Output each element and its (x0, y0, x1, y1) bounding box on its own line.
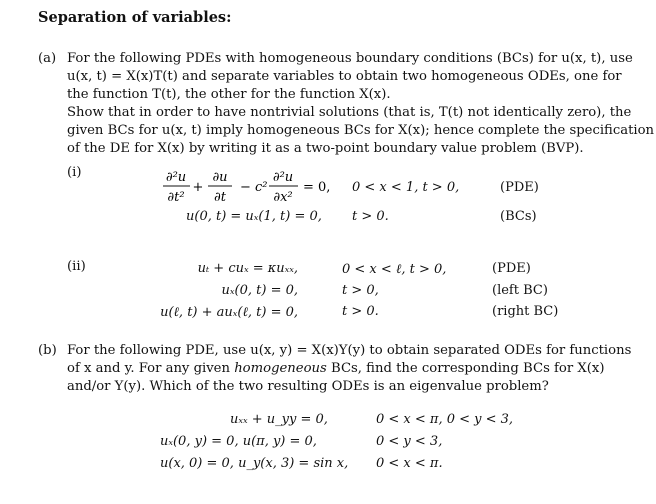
pde-i-domain: 0 < x < 1, t > 0, (352, 180, 460, 195)
pde-ii-tag: (PDE) (492, 261, 531, 276)
bc-i-domain: t > 0. (352, 209, 389, 224)
pde-i-rhs: = 0, (303, 180, 331, 195)
frac1-numerator: ∂²u (165, 170, 187, 185)
frac3-numerator: ∂²u (272, 170, 294, 185)
pde-ii-equation: uₜ + cuₓ = κuₓₓ, (197, 261, 298, 276)
part-a-line-3: the function T(t), the other for the function X(x). (67, 87, 391, 102)
plus-sign: + (192, 180, 204, 195)
part-b-line-2-suffix: BCs, find the corresponding BCs for X(x) (326, 361, 605, 376)
part-b-instructions (67, 342, 631, 396)
part-b-line-1: For the following PDE, use u(x, y) = X(x)Y(y) to obtain separated ODEs for functions (67, 343, 632, 358)
pde-ii-domain: 0 < x < ℓ, t > 0, (342, 262, 447, 277)
homogeneous-emphasis: homogeneous (234, 361, 327, 376)
frac1-denominator: ∂t² (167, 190, 185, 205)
part-a-line-6: of the DE for X(x) by writing it as a two-point boundary value problem (BVP). (67, 141, 584, 156)
frac2-numerator: ∂u (212, 170, 228, 185)
part-b-line-3: and/or Y(y). Which of the two resulting ODEs is an eigenvalue problem? (67, 379, 549, 394)
left-bc-domain: t > 0, (342, 283, 379, 298)
bc-b-x-equation: uₓ(0, y) = 0, u(π, y) = 0, (160, 434, 317, 449)
pde-i-tag: (PDE) (500, 180, 539, 195)
sub-i-label: (i) (67, 165, 82, 180)
left-bc-tag: (left BC) (492, 283, 548, 298)
part-a-line-4: Show that in order to have nontrivial solutions (that is, T(t) not identically zero), the (67, 105, 632, 120)
right-bc-tag: (right BC) (492, 304, 559, 319)
part-a-instructions (67, 50, 654, 158)
right-bc-equation: u(ℓ, t) + auₓ(ℓ, t) = 0, (160, 305, 298, 320)
bc-b-y-equation: u(x, 0) = 0, u_y(x, 3) = sin x, (160, 456, 349, 471)
part-a-line-5: given BCs for u(x, t) imply homogeneous BCs for X(x); hence complete the specification (67, 123, 655, 138)
part-a-line-1: For the following PDEs with homogeneous boundary conditions (BCs) for u(x, t), use (67, 51, 633, 66)
pde-i-equation (160, 166, 340, 208)
part-b-line-2-prefix: of x and y. For any given (67, 361, 235, 376)
laplace-domain: 0 < x < π, 0 < y < 3, (376, 412, 514, 427)
left-bc-equation: uₓ(0, t) = 0, (221, 283, 298, 298)
frac3-denominator: ∂x² (273, 190, 293, 205)
bc-i-equation: u(0, t) = uₓ(1, t) = 0, (186, 209, 322, 224)
section-title: Separation of variables: (38, 9, 232, 26)
laplace-equation: uₓₓ + u_yy = 0, (230, 412, 328, 427)
bc-b-x-domain: 0 < y < 3, (376, 434, 443, 449)
bc-i-tag: (BCs) (500, 209, 537, 224)
right-bc-domain: t > 0. (342, 304, 379, 319)
frac2-denominator: ∂t (214, 190, 226, 205)
bc-b-y-domain: 0 < x < π. (376, 456, 443, 471)
sub-ii-label: (ii) (67, 259, 86, 274)
part-a-label: (a) (38, 51, 57, 66)
part-b-line-2 (67, 360, 631, 378)
part-a-line-2: u(x, t) = X(x)T(t) and separate variables to obtain two homogeneous ODEs, one for (67, 69, 622, 84)
part-b-label: (b) (38, 343, 57, 358)
minus-c-squared: − c² (240, 180, 268, 195)
